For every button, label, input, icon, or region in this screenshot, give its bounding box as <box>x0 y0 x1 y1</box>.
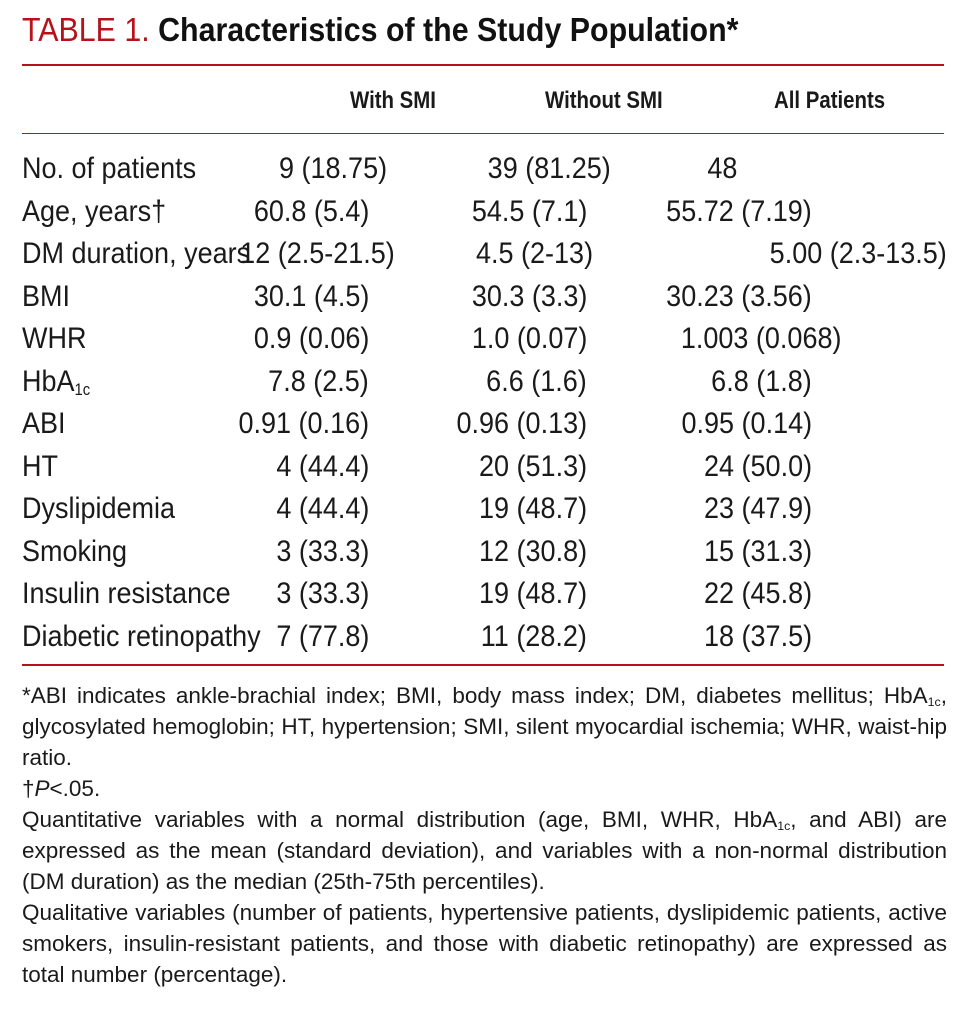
footnote-abbrev-subscript: 1c <box>927 695 941 710</box>
row-label <box>22 361 90 403</box>
cell-without-smi: 6.6 (1.6) <box>486 364 587 398</box>
cell-without-smi: 19 (48.7) <box>478 492 587 525</box>
row-label: Insulin resistance <box>22 577 231 610</box>
table-footnotes <box>22 680 947 990</box>
cell-with-smi: 4 (44.4) <box>275 492 369 525</box>
footnote-abbrev-part1: *ABI indicates ankle-brachial index; BMI, body mass index; DM, diabetes mellitus; HbA <box>22 683 928 708</box>
cell-with-smi: 0.9 (0.06) <box>253 322 369 355</box>
cell-all-patients: 0.95 (0.14) <box>681 407 812 440</box>
cell-all-patients: 1.003 (0.068) <box>680 322 841 355</box>
footnote-significance <box>22 773 947 804</box>
cell-without-smi: 20 (51.3) <box>478 449 587 483</box>
table-row <box>22 318 947 361</box>
footnote-quant-part2: , and ABI) are expressed as the mean (standard deviation), and variables with a non-normal distribution (DM duration) as the median (25th-75th percentiles). <box>22 807 947 894</box>
cell-with-smi: 30.1 (4.5) <box>253 279 369 313</box>
column-header-all-patients: All Patients <box>774 87 886 114</box>
header-rule <box>22 133 944 134</box>
cell-without-smi: 30.3 (3.3) <box>471 279 587 313</box>
cell-all-patients: 15 (31.3) <box>703 534 812 568</box>
cell-all-patients: 23 (47.9) <box>703 492 812 525</box>
cell-without-smi: 54.5 (7.1) <box>471 194 587 228</box>
row-label: Smoking <box>22 534 128 568</box>
cell-all-patients: 6.8 (1.8) <box>711 364 812 398</box>
row-label: Dyslipidemia <box>22 492 176 525</box>
table-row <box>22 233 947 276</box>
column-header-without-smi: Without SMI <box>545 87 663 114</box>
cell-with-smi: 9 (18.75) <box>278 152 387 185</box>
row-label: Diabetic retinopathy <box>22 619 261 653</box>
cell-with-smi: 7.8 (2.5) <box>268 364 369 398</box>
column-header-with-smi: With SMI <box>350 87 436 114</box>
cell-with-smi: 3 (33.3) <box>275 534 369 568</box>
cell-without-smi: 19 (48.7) <box>478 577 587 610</box>
cell-with-smi: 0.91 (0.16) <box>238 407 369 440</box>
table-row <box>22 361 947 404</box>
table-row <box>22 573 947 616</box>
cell-with-smi: 60.8 (5.4) <box>253 194 369 228</box>
table-caption: Characteristics of the Study Population* <box>158 11 739 48</box>
row-label-subscript: 1c <box>74 380 91 399</box>
row-label: DM duration, years <box>22 237 251 270</box>
table-row <box>22 403 947 446</box>
footnote-abbrev-part2: , glycosylated hemoglobin; HT, hypertension; SMI, silent myocardial ischemia; WHR, waist-hip ratio. <box>22 683 947 770</box>
cell-with-smi: 3 (33.3) <box>275 577 369 610</box>
cell-all-patients: 30.23 (3.56) <box>666 279 812 313</box>
cell-with-smi: 12 (2.5-21.5) <box>240 237 395 270</box>
row-label: WHR <box>22 322 87 355</box>
footnote-qualitative: Qualitative variables (number of patients, hypertensive patients, dyslipidemic patients, active smokers, insulin-resistant patients, and those with diabetic retinopathy) are expressed as total number (percentage). <box>22 900 947 987</box>
cell-all-patients: 24 (50.0) <box>703 449 812 483</box>
top-rule <box>22 64 944 66</box>
table-number: TABLE 1. <box>22 11 150 48</box>
footnote-quant-subscript: 1c <box>777 819 791 834</box>
bottom-rule <box>22 664 944 666</box>
footnote-quantitative <box>22 804 947 897</box>
cell-all-patients: 55.72 (7.19) <box>666 194 812 228</box>
cell-all-patients: 22 (45.8) <box>703 577 812 610</box>
table-row <box>22 276 947 319</box>
cell-without-smi: 4.5 (2-13) <box>475 237 593 270</box>
row-label: ABI <box>22 407 66 440</box>
footnote-abbreviations <box>22 680 947 773</box>
table-row <box>22 191 947 234</box>
cell-without-smi: 11 (28.2) <box>480 619 587 653</box>
cell-all-patients: 5.00 (2.3-13.5) <box>769 237 947 270</box>
dagger-symbol: † <box>22 776 35 801</box>
cell-without-smi: 12 (30.8) <box>478 534 587 568</box>
row-label: No. of patients <box>22 152 197 185</box>
cell-without-smi: 1.0 (0.07) <box>471 322 587 355</box>
p-symbol: P <box>34 776 50 801</box>
cell-with-smi: 4 (44.4) <box>275 449 369 483</box>
table-title <box>22 8 738 52</box>
table-body <box>22 148 947 658</box>
table-row <box>22 488 947 531</box>
table-row <box>22 531 947 574</box>
row-label: HT <box>22 449 58 483</box>
cell-all-patients: 48 <box>706 152 737 185</box>
cell-without-smi: 39 (81.25) <box>487 152 611 185</box>
row-label: BMI <box>22 279 71 313</box>
cell-with-smi: 7 (77.8) <box>275 619 369 653</box>
p-threshold: <.05. <box>49 776 101 801</box>
table-row <box>22 616 947 659</box>
row-label-base: HbA <box>22 364 75 398</box>
cell-all-patients: 18 (37.5) <box>703 619 812 653</box>
cell-without-smi: 0.96 (0.13) <box>456 407 587 440</box>
table-row <box>22 446 947 489</box>
table-row <box>22 148 947 191</box>
footnote-quant-part1: Quantitative variables with a normal distribution (age, BMI, WHR, HbA <box>22 807 778 832</box>
row-label: Age, years† <box>22 194 167 228</box>
